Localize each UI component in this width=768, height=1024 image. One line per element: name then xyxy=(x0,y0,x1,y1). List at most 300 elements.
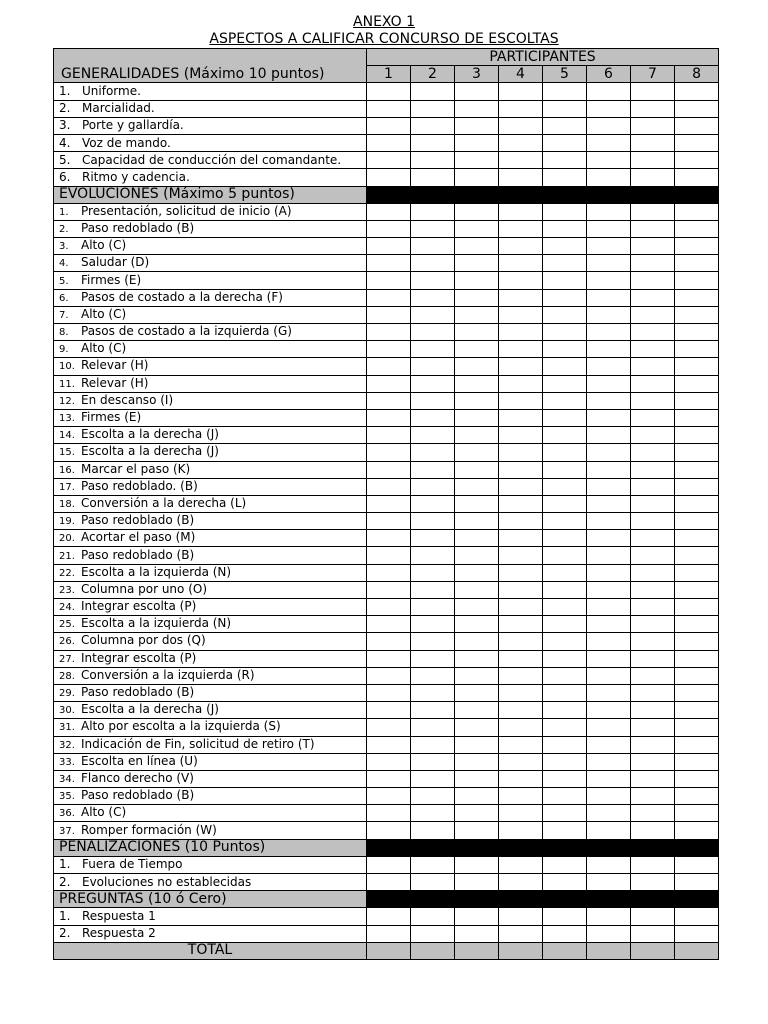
score-cell[interactable] xyxy=(367,272,411,289)
score-cell[interactable] xyxy=(411,753,455,770)
score-cell[interactable] xyxy=(543,289,587,306)
score-cell[interactable] xyxy=(587,100,631,117)
score-cell[interactable] xyxy=(367,220,411,237)
score-cell[interactable] xyxy=(499,255,543,272)
score-cell[interactable] xyxy=(631,530,675,547)
score-cell[interactable] xyxy=(367,134,411,151)
score-cell[interactable] xyxy=(455,874,499,891)
score-cell[interactable] xyxy=(411,564,455,581)
score-cell[interactable] xyxy=(367,530,411,547)
score-cell[interactable] xyxy=(499,358,543,375)
score-cell[interactable] xyxy=(675,788,719,805)
score-cell[interactable] xyxy=(499,238,543,255)
score-cell[interactable] xyxy=(675,238,719,255)
score-cell[interactable] xyxy=(587,736,631,753)
score-cell[interactable] xyxy=(499,856,543,873)
score-cell[interactable] xyxy=(411,788,455,805)
score-cell[interactable] xyxy=(367,289,411,306)
score-cell[interactable] xyxy=(455,805,499,822)
score-cell[interactable] xyxy=(411,289,455,306)
score-cell[interactable] xyxy=(455,530,499,547)
score-cell[interactable] xyxy=(499,547,543,564)
score-cell[interactable] xyxy=(631,513,675,530)
score-cell[interactable] xyxy=(411,633,455,650)
score-cell[interactable] xyxy=(367,152,411,169)
score-cell[interactable] xyxy=(631,375,675,392)
score-cell[interactable] xyxy=(499,427,543,444)
score-cell[interactable] xyxy=(675,650,719,667)
score-cell[interactable] xyxy=(675,289,719,306)
score-cell[interactable] xyxy=(587,530,631,547)
score-cell[interactable] xyxy=(543,770,587,787)
score-cell[interactable] xyxy=(367,238,411,255)
score-cell[interactable] xyxy=(543,478,587,495)
score-cell[interactable] xyxy=(543,684,587,701)
score-cell[interactable] xyxy=(543,908,587,925)
score-cell[interactable] xyxy=(411,650,455,667)
score-cell[interactable] xyxy=(411,358,455,375)
score-cell[interactable] xyxy=(411,100,455,117)
score-cell[interactable] xyxy=(587,83,631,100)
score-cell[interactable] xyxy=(631,272,675,289)
score-cell[interactable] xyxy=(499,650,543,667)
score-cell[interactable] xyxy=(631,152,675,169)
score-cell[interactable] xyxy=(499,616,543,633)
score-cell[interactable] xyxy=(411,83,455,100)
score-cell[interactable] xyxy=(631,117,675,134)
score-cell[interactable] xyxy=(455,392,499,409)
score-cell[interactable] xyxy=(411,152,455,169)
score-cell[interactable] xyxy=(631,547,675,564)
score-cell[interactable] xyxy=(367,409,411,426)
score-cell[interactable] xyxy=(631,856,675,873)
score-cell[interactable] xyxy=(675,599,719,616)
score-cell[interactable] xyxy=(455,684,499,701)
score-cell[interactable] xyxy=(631,805,675,822)
score-cell[interactable] xyxy=(587,272,631,289)
score-cell[interactable] xyxy=(631,203,675,220)
score-cell[interactable] xyxy=(411,667,455,684)
score-cell[interactable] xyxy=(631,134,675,151)
score-cell[interactable] xyxy=(411,770,455,787)
score-cell[interactable] xyxy=(499,805,543,822)
score-cell[interactable] xyxy=(631,83,675,100)
score-cell[interactable] xyxy=(675,83,719,100)
score-cell[interactable] xyxy=(631,753,675,770)
score-cell[interactable] xyxy=(455,169,499,186)
score-cell[interactable] xyxy=(499,152,543,169)
score-cell[interactable] xyxy=(543,427,587,444)
score-cell[interactable] xyxy=(543,822,587,839)
total-cell[interactable] xyxy=(631,942,675,959)
score-cell[interactable] xyxy=(499,117,543,134)
score-cell[interactable] xyxy=(543,324,587,341)
score-cell[interactable] xyxy=(587,684,631,701)
score-cell[interactable] xyxy=(675,702,719,719)
score-cell[interactable] xyxy=(455,100,499,117)
score-cell[interactable] xyxy=(675,908,719,925)
score-cell[interactable] xyxy=(587,719,631,736)
score-cell[interactable] xyxy=(675,736,719,753)
score-cell[interactable] xyxy=(455,702,499,719)
score-cell[interactable] xyxy=(587,341,631,358)
score-cell[interactable] xyxy=(587,805,631,822)
score-cell[interactable] xyxy=(631,306,675,323)
score-cell[interactable] xyxy=(631,822,675,839)
score-cell[interactable] xyxy=(587,788,631,805)
score-cell[interactable] xyxy=(499,203,543,220)
score-cell[interactable] xyxy=(455,324,499,341)
score-cell[interactable] xyxy=(543,495,587,512)
score-cell[interactable] xyxy=(543,83,587,100)
score-cell[interactable] xyxy=(675,616,719,633)
score-cell[interactable] xyxy=(587,581,631,598)
score-cell[interactable] xyxy=(367,650,411,667)
score-cell[interactable] xyxy=(455,770,499,787)
score-cell[interactable] xyxy=(631,324,675,341)
score-cell[interactable] xyxy=(455,856,499,873)
score-cell[interactable] xyxy=(675,341,719,358)
score-cell[interactable] xyxy=(587,117,631,134)
score-cell[interactable] xyxy=(367,753,411,770)
score-cell[interactable] xyxy=(499,770,543,787)
score-cell[interactable] xyxy=(499,925,543,942)
score-cell[interactable] xyxy=(367,203,411,220)
score-cell[interactable] xyxy=(367,856,411,873)
score-cell[interactable] xyxy=(587,547,631,564)
total-cell[interactable] xyxy=(499,942,543,959)
score-cell[interactable] xyxy=(631,100,675,117)
score-cell[interactable] xyxy=(675,427,719,444)
score-cell[interactable] xyxy=(587,358,631,375)
score-cell[interactable] xyxy=(543,375,587,392)
score-cell[interactable] xyxy=(675,495,719,512)
score-cell[interactable] xyxy=(631,255,675,272)
score-cell[interactable] xyxy=(587,478,631,495)
score-cell[interactable] xyxy=(543,461,587,478)
score-cell[interactable] xyxy=(543,805,587,822)
score-cell[interactable] xyxy=(411,856,455,873)
score-cell[interactable] xyxy=(455,581,499,598)
score-cell[interactable] xyxy=(543,753,587,770)
score-cell[interactable] xyxy=(587,238,631,255)
score-cell[interactable] xyxy=(499,495,543,512)
score-cell[interactable] xyxy=(367,358,411,375)
score-cell[interactable] xyxy=(675,134,719,151)
score-cell[interactable] xyxy=(499,667,543,684)
score-cell[interactable] xyxy=(455,220,499,237)
score-cell[interactable] xyxy=(587,375,631,392)
score-cell[interactable] xyxy=(367,581,411,598)
score-cell[interactable] xyxy=(367,478,411,495)
score-cell[interactable] xyxy=(367,444,411,461)
score-cell[interactable] xyxy=(411,255,455,272)
score-cell[interactable] xyxy=(587,220,631,237)
score-cell[interactable] xyxy=(543,564,587,581)
score-cell[interactable] xyxy=(455,616,499,633)
score-cell[interactable] xyxy=(543,255,587,272)
score-cell[interactable] xyxy=(543,152,587,169)
score-cell[interactable] xyxy=(367,702,411,719)
score-cell[interactable] xyxy=(675,581,719,598)
score-cell[interactable] xyxy=(631,770,675,787)
score-cell[interactable] xyxy=(367,83,411,100)
score-cell[interactable] xyxy=(587,324,631,341)
score-cell[interactable] xyxy=(631,650,675,667)
score-cell[interactable] xyxy=(411,134,455,151)
score-cell[interactable] xyxy=(411,736,455,753)
score-cell[interactable] xyxy=(367,874,411,891)
total-cell[interactable] xyxy=(455,942,499,959)
score-cell[interactable] xyxy=(455,409,499,426)
score-cell[interactable] xyxy=(411,530,455,547)
score-cell[interactable] xyxy=(455,788,499,805)
score-cell[interactable] xyxy=(587,409,631,426)
score-cell[interactable] xyxy=(499,633,543,650)
score-cell[interactable] xyxy=(543,616,587,633)
score-cell[interactable] xyxy=(499,874,543,891)
score-cell[interactable] xyxy=(587,753,631,770)
score-cell[interactable] xyxy=(587,650,631,667)
score-cell[interactable] xyxy=(455,134,499,151)
score-cell[interactable] xyxy=(543,633,587,650)
score-cell[interactable] xyxy=(631,495,675,512)
score-cell[interactable] xyxy=(499,100,543,117)
score-cell[interactable] xyxy=(455,822,499,839)
score-cell[interactable] xyxy=(631,478,675,495)
score-cell[interactable] xyxy=(631,719,675,736)
score-cell[interactable] xyxy=(543,117,587,134)
score-cell[interactable] xyxy=(543,925,587,942)
score-cell[interactable] xyxy=(499,736,543,753)
score-cell[interactable] xyxy=(631,461,675,478)
score-cell[interactable] xyxy=(675,925,719,942)
score-cell[interactable] xyxy=(499,220,543,237)
score-cell[interactable] xyxy=(367,306,411,323)
score-cell[interactable] xyxy=(675,805,719,822)
score-cell[interactable] xyxy=(631,341,675,358)
score-cell[interactable] xyxy=(455,341,499,358)
score-cell[interactable] xyxy=(587,908,631,925)
score-cell[interactable] xyxy=(367,599,411,616)
score-cell[interactable] xyxy=(543,306,587,323)
score-cell[interactable] xyxy=(455,461,499,478)
score-cell[interactable] xyxy=(455,925,499,942)
score-cell[interactable] xyxy=(499,530,543,547)
score-cell[interactable] xyxy=(455,513,499,530)
score-cell[interactable] xyxy=(675,324,719,341)
score-cell[interactable] xyxy=(411,599,455,616)
score-cell[interactable] xyxy=(411,478,455,495)
score-cell[interactable] xyxy=(543,719,587,736)
score-cell[interactable] xyxy=(455,255,499,272)
score-cell[interactable] xyxy=(631,736,675,753)
score-cell[interactable] xyxy=(367,805,411,822)
score-cell[interactable] xyxy=(411,874,455,891)
score-cell[interactable] xyxy=(675,169,719,186)
score-cell[interactable] xyxy=(499,581,543,598)
total-cell[interactable] xyxy=(367,942,411,959)
score-cell[interactable] xyxy=(455,117,499,134)
total-cell[interactable] xyxy=(543,942,587,959)
score-cell[interactable] xyxy=(675,306,719,323)
score-cell[interactable] xyxy=(411,684,455,701)
score-cell[interactable] xyxy=(499,478,543,495)
score-cell[interactable] xyxy=(411,392,455,409)
score-cell[interactable] xyxy=(587,203,631,220)
score-cell[interactable] xyxy=(543,874,587,891)
score-cell[interactable] xyxy=(411,169,455,186)
score-cell[interactable] xyxy=(411,341,455,358)
score-cell[interactable] xyxy=(675,100,719,117)
score-cell[interactable] xyxy=(675,272,719,289)
score-cell[interactable] xyxy=(367,495,411,512)
score-cell[interactable] xyxy=(587,599,631,616)
score-cell[interactable] xyxy=(543,667,587,684)
score-cell[interactable] xyxy=(587,822,631,839)
score-cell[interactable] xyxy=(499,169,543,186)
score-cell[interactable] xyxy=(675,753,719,770)
score-cell[interactable] xyxy=(411,220,455,237)
score-cell[interactable] xyxy=(455,289,499,306)
score-cell[interactable] xyxy=(499,134,543,151)
score-cell[interactable] xyxy=(675,547,719,564)
score-cell[interactable] xyxy=(367,324,411,341)
score-cell[interactable] xyxy=(367,375,411,392)
score-cell[interactable] xyxy=(367,392,411,409)
score-cell[interactable] xyxy=(367,719,411,736)
score-cell[interactable] xyxy=(455,358,499,375)
score-cell[interactable] xyxy=(631,633,675,650)
score-cell[interactable] xyxy=(631,616,675,633)
score-cell[interactable] xyxy=(367,513,411,530)
score-cell[interactable] xyxy=(411,495,455,512)
score-cell[interactable] xyxy=(631,289,675,306)
score-cell[interactable] xyxy=(543,856,587,873)
score-cell[interactable] xyxy=(367,255,411,272)
score-cell[interactable] xyxy=(455,719,499,736)
score-cell[interactable] xyxy=(411,513,455,530)
score-cell[interactable] xyxy=(587,392,631,409)
score-cell[interactable] xyxy=(631,874,675,891)
score-cell[interactable] xyxy=(587,289,631,306)
score-cell[interactable] xyxy=(631,564,675,581)
score-cell[interactable] xyxy=(499,83,543,100)
score-cell[interactable] xyxy=(675,358,719,375)
score-cell[interactable] xyxy=(411,925,455,942)
score-cell[interactable] xyxy=(543,444,587,461)
score-cell[interactable] xyxy=(675,684,719,701)
score-cell[interactable] xyxy=(367,925,411,942)
score-cell[interactable] xyxy=(455,375,499,392)
score-cell[interactable] xyxy=(675,513,719,530)
score-cell[interactable] xyxy=(631,238,675,255)
score-cell[interactable] xyxy=(675,152,719,169)
score-cell[interactable] xyxy=(543,341,587,358)
score-cell[interactable] xyxy=(455,547,499,564)
score-cell[interactable] xyxy=(631,392,675,409)
score-cell[interactable] xyxy=(411,822,455,839)
score-cell[interactable] xyxy=(499,564,543,581)
score-cell[interactable] xyxy=(499,719,543,736)
score-cell[interactable] xyxy=(675,409,719,426)
score-cell[interactable] xyxy=(543,203,587,220)
score-cell[interactable] xyxy=(587,770,631,787)
score-cell[interactable] xyxy=(631,409,675,426)
score-cell[interactable] xyxy=(367,547,411,564)
score-cell[interactable] xyxy=(543,238,587,255)
score-cell[interactable] xyxy=(631,788,675,805)
score-cell[interactable] xyxy=(499,908,543,925)
score-cell[interactable] xyxy=(455,736,499,753)
score-cell[interactable] xyxy=(675,375,719,392)
score-cell[interactable] xyxy=(455,564,499,581)
score-cell[interactable] xyxy=(587,616,631,633)
score-cell[interactable] xyxy=(367,117,411,134)
score-cell[interactable] xyxy=(587,513,631,530)
score-cell[interactable] xyxy=(587,495,631,512)
score-cell[interactable] xyxy=(411,324,455,341)
score-cell[interactable] xyxy=(587,427,631,444)
score-cell[interactable] xyxy=(411,272,455,289)
score-cell[interactable] xyxy=(455,667,499,684)
score-cell[interactable] xyxy=(675,220,719,237)
score-cell[interactable] xyxy=(631,599,675,616)
score-cell[interactable] xyxy=(631,684,675,701)
score-cell[interactable] xyxy=(411,547,455,564)
score-cell[interactable] xyxy=(367,564,411,581)
score-cell[interactable] xyxy=(411,719,455,736)
score-cell[interactable] xyxy=(455,753,499,770)
score-cell[interactable] xyxy=(587,925,631,942)
score-cell[interactable] xyxy=(499,341,543,358)
score-cell[interactable] xyxy=(543,650,587,667)
score-cell[interactable] xyxy=(587,564,631,581)
score-cell[interactable] xyxy=(675,117,719,134)
score-cell[interactable] xyxy=(631,667,675,684)
score-cell[interactable] xyxy=(411,306,455,323)
score-cell[interactable] xyxy=(675,822,719,839)
score-cell[interactable] xyxy=(675,478,719,495)
score-cell[interactable] xyxy=(455,306,499,323)
score-cell[interactable] xyxy=(411,117,455,134)
score-cell[interactable] xyxy=(543,409,587,426)
score-cell[interactable] xyxy=(587,633,631,650)
score-cell[interactable] xyxy=(455,444,499,461)
score-cell[interactable] xyxy=(587,444,631,461)
score-cell[interactable] xyxy=(675,564,719,581)
score-cell[interactable] xyxy=(455,478,499,495)
score-cell[interactable] xyxy=(367,100,411,117)
score-cell[interactable] xyxy=(367,822,411,839)
score-cell[interactable] xyxy=(499,702,543,719)
score-cell[interactable] xyxy=(499,272,543,289)
score-cell[interactable] xyxy=(367,633,411,650)
score-cell[interactable] xyxy=(411,238,455,255)
score-cell[interactable] xyxy=(587,667,631,684)
score-cell[interactable] xyxy=(499,513,543,530)
score-cell[interactable] xyxy=(587,169,631,186)
score-cell[interactable] xyxy=(675,461,719,478)
score-cell[interactable] xyxy=(455,633,499,650)
score-cell[interactable] xyxy=(411,702,455,719)
score-cell[interactable] xyxy=(367,788,411,805)
score-cell[interactable] xyxy=(587,856,631,873)
score-cell[interactable] xyxy=(631,908,675,925)
score-cell[interactable] xyxy=(631,925,675,942)
score-cell[interactable] xyxy=(675,770,719,787)
score-cell[interactable] xyxy=(499,444,543,461)
